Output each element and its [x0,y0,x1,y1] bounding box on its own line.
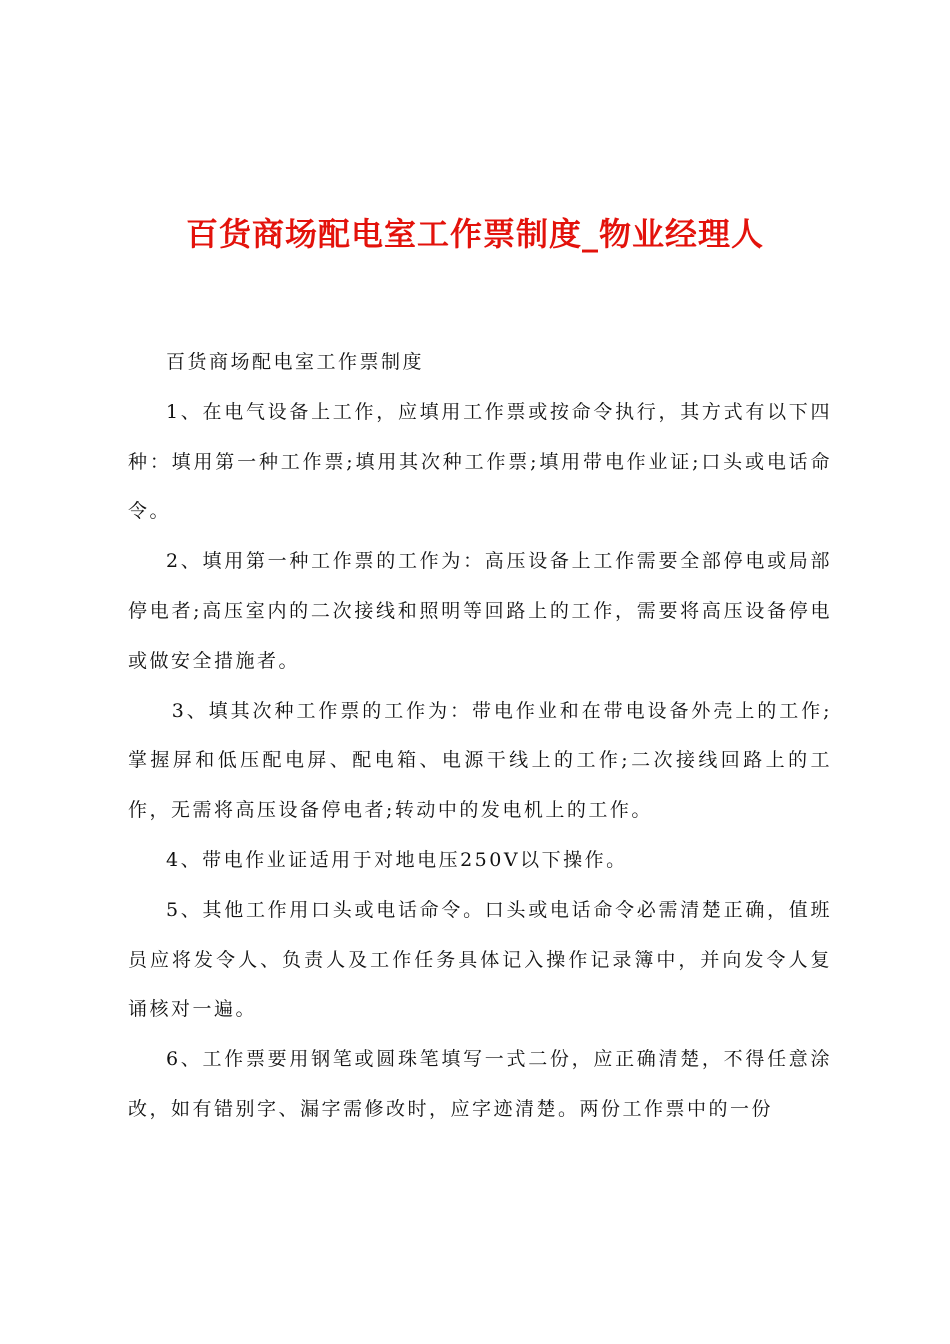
document-title: 百货商场配电室工作票制度_物业经理人 [185,215,764,253]
paragraph-3: 3、填其次种工作票的工作为：带电作业和在带电设备外壳上的工作;掌握屏和低压配电屏、配电箱、电源干线上的工作;二次接线回路上的工作，无需将高压设备停电者;转动中的发电机上的工作。 [128,699,832,822]
paragraph-4: 4、带电作业证适用于对地电压250V以下操作。 [166,848,628,871]
paragraph-5: 5、其他工作用口头或电话命令。口头或电话命令必需清楚正确，值班员应将发令人、负责人及工作任务具体记入操作记录簿中，并向发令人复诵核对一遍。 [128,898,832,1021]
paragraph-2: 2、填用第一种工作票的工作为：高压设备上工作需要全部停电或局部停电者;高压室内的二次接线和照明等回路上的工作，需要将高压设备停电或做安全措施者。 [128,550,832,672]
section-heading: 百货商场配电室工作票制度 [166,351,425,373]
paragraph-1: 1、在电气设备上工作，应填用工作票或按命令执行，其方式有以下四种：填用第一种工作票;填用其次种工作票;填用带电作业证;口头或电话命令。 [128,400,832,523]
paragraph-6: 6、工作票要用钢笔或圆珠笔填写一式二份，应正确清楚，不得任意涂改，如有错别字、漏字需修改时，应字迹清楚。两份工作票中的一份 [128,1048,832,1120]
document-body [128,338,832,1135]
